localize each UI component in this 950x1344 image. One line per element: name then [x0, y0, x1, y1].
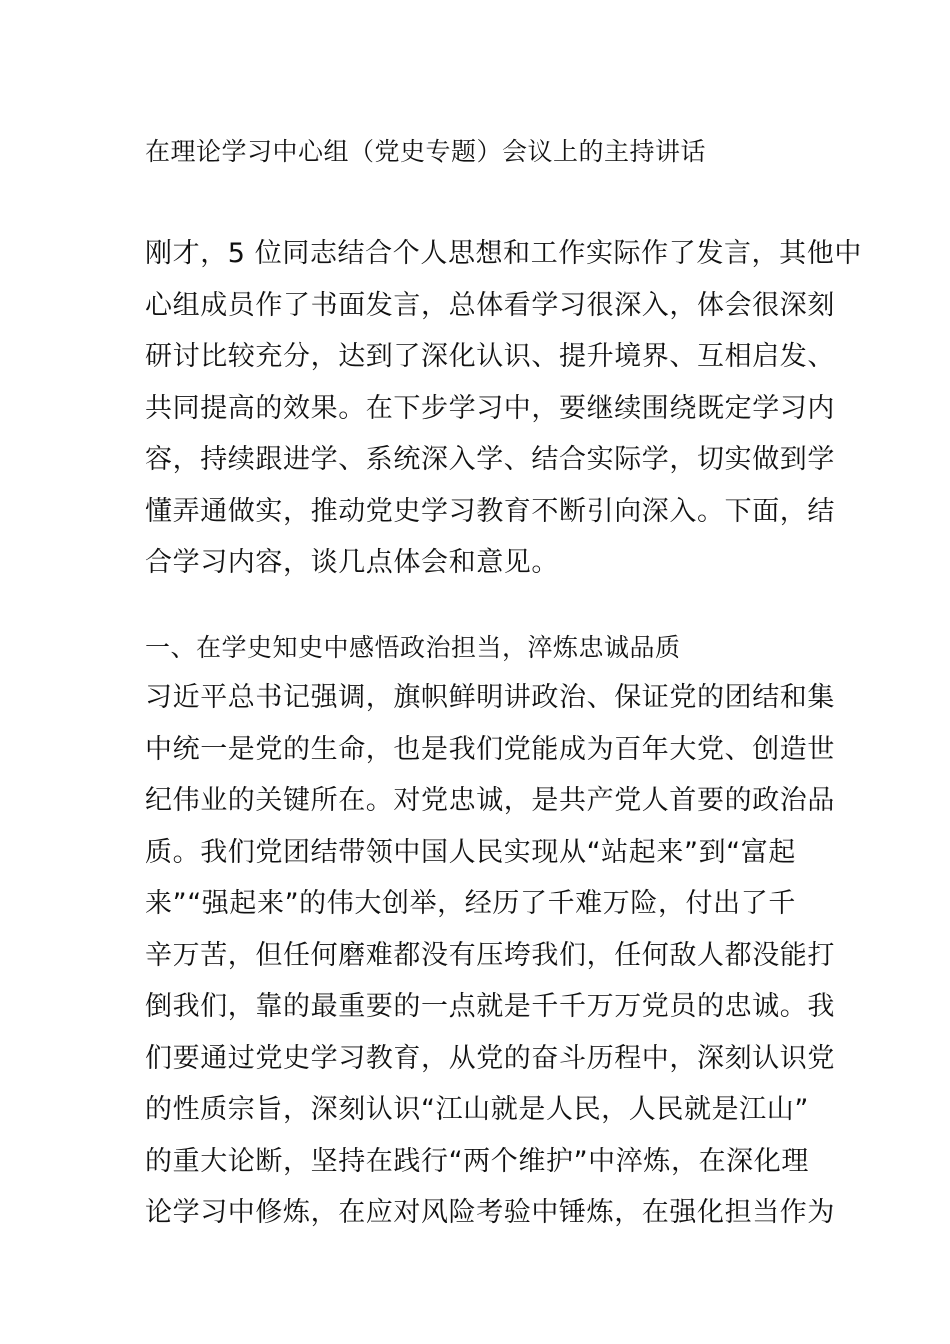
text-line: 习近平总书记强调，旗帜鲜明讲政治、保证党的团结和集	[145, 682, 835, 713]
text-line: 研讨比较充分，达到了深化认识、提升境界、互相启发、	[145, 341, 835, 372]
text-line: 懂弄通做实，推动党史学习教育不断引向深入。下面，结	[145, 495, 835, 527]
text-line: 辛万苦，但任何磨难都没有压垮我们，任何敌人都没能打	[145, 939, 835, 971]
text-line: 心组成员作了书面发言，总体看学习很深入，体会很深刻	[145, 289, 835, 321]
intro-paragraph	[145, 228, 862, 589]
document-title: 在理论学习中心组（党史专题）会议上的主持讲话	[145, 137, 707, 166]
text-line: 的重大论断，坚持在践行“两个维护”中淬炼，在深化理	[145, 1145, 809, 1177]
text-line: 质。我们党团结带领中国人民实现从“站起来”到“富起	[145, 836, 796, 868]
text-line: 的性质宗旨，深刻认识“江山就是人民，人民就是江山”	[145, 1094, 809, 1125]
text-line: 刚才，5 位同志结合个人思想和工作实际作了发言，其他中	[145, 238, 862, 269]
text-line: 容，持续跟进学、系统深入学、结合实际学，切实做到学	[145, 444, 835, 475]
section-heading: 一、在学史知史中感悟政治担当，淬炼忠诚品质	[145, 633, 681, 662]
text-line: 倒我们，靠的最重要的一点就是千千万万党员的忠诚。我	[145, 991, 835, 1022]
text-line: 合学习内容，谈几点体会和意见。	[145, 547, 559, 578]
text-line: 纪伟业的关键所在。对党忠诚，是共产党人首要的政治品	[145, 785, 835, 816]
text-line: 们要通过党史学习教育，从党的奋斗历程中，深刻认识党	[145, 1042, 835, 1074]
text-line: 中统一是党的生命，也是我们党能成为百年大党、创造世	[145, 733, 835, 765]
text-line: 来”“强起来”的伟大创举，经历了千难万险，付出了千	[145, 888, 796, 919]
text-line: 共同提高的效果。在下步学习中，要继续围绕既定学习内	[145, 392, 835, 424]
text-line: 论学习中修炼，在应对风险考验中锤炼，在强化担当作为	[145, 1197, 835, 1228]
section-paragraph	[145, 672, 835, 1239]
